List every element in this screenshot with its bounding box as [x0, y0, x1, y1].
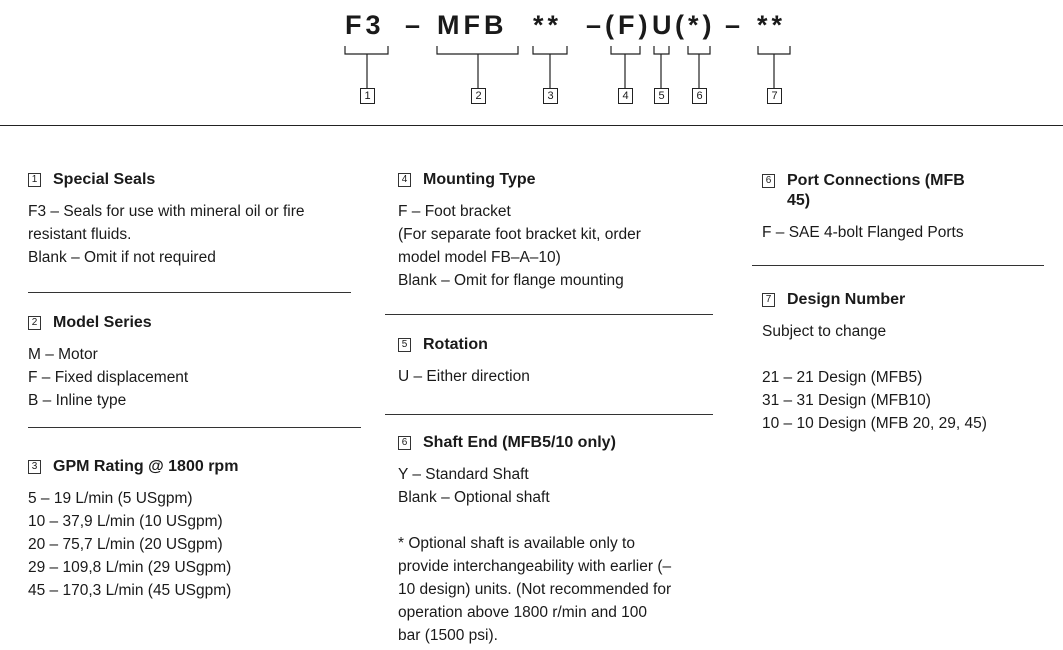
note-line: bar (1500 psi).: [398, 627, 498, 644]
code-token-dash-2: –: [725, 10, 745, 40]
design-line: 10 – 10 Design (MFB 20, 29, 45): [762, 415, 987, 432]
section-divider: [28, 427, 361, 428]
section-number: 6: [398, 436, 411, 450]
code-brackets: [0, 0, 1063, 130]
code-token-port: (*): [675, 10, 716, 40]
section-title: Special Seals: [53, 171, 156, 188]
section-number: 6: [762, 174, 775, 188]
section-title: Model Series: [53, 314, 152, 331]
section-mounting-type: [398, 170, 718, 292]
design-line: 21 – 21 Design (MFB5): [762, 369, 923, 386]
section-divider: [385, 314, 713, 315]
section-shaft-end: [398, 433, 728, 647]
code-token-dash: –: [405, 10, 425, 40]
section-title-line: Port Connections (MFB: [787, 172, 965, 189]
spacer: [762, 343, 1057, 366]
body-line: (For separate foot bracket kit, order: [398, 226, 641, 243]
code-token-mfb: MFB: [437, 10, 508, 40]
code-box-5: 5: [654, 88, 669, 104]
body-line: F – Foot bracket: [398, 203, 511, 220]
code-box-7: 7: [767, 88, 782, 104]
note-line: * Optional shaft is available only to: [398, 535, 635, 552]
body-line: 5 – 19 L/min (5 USgpm): [28, 490, 193, 507]
section-number: 4: [398, 173, 411, 187]
section-title: Mounting Type: [423, 171, 536, 188]
note-line: provide interchangeability with earlier (–: [398, 558, 672, 575]
code-box-4: 4: [618, 88, 633, 104]
body-line: Blank – Optional shaft: [398, 489, 550, 506]
section-title: GPM Rating @ 1800 rpm: [53, 458, 239, 475]
body-line: Subject to change: [762, 323, 887, 340]
section-number: 3: [28, 460, 41, 474]
code-box-1: 1: [360, 88, 375, 104]
body-line: 29 – 109,8 L/min (29 USgpm): [28, 559, 232, 576]
body-line: 20 – 75,7 L/min (20 USgpm): [28, 536, 223, 553]
code-token-mounting: –(F): [586, 10, 652, 40]
body-line: 45 – 170,3 L/min (45 USgpm): [28, 582, 232, 599]
section-rotation: [398, 335, 718, 388]
body-line: M – Motor: [28, 346, 98, 363]
code-token-f3: F3: [345, 10, 385, 40]
body-line: 10 – 37,9 L/min (10 USgpm): [28, 513, 223, 530]
code-box-6: 6: [692, 88, 707, 104]
section-number: 2: [28, 316, 41, 330]
section-number: 7: [762, 293, 775, 307]
body-line: Blank – Omit for flange mounting: [398, 272, 624, 289]
section-title-line: 45): [787, 192, 811, 209]
section-divider: [752, 265, 1044, 266]
section-special-seals: [28, 170, 373, 269]
body-line: Y – Standard Shaft: [398, 466, 529, 483]
body-line: F – SAE 4-bolt Flanged Ports: [762, 224, 964, 241]
section-divider: [28, 292, 351, 293]
section-title: [787, 171, 965, 211]
section-port-connections: [762, 171, 1052, 244]
header-rule: [0, 125, 1063, 126]
body-line: F3 – Seals for use with mineral oil or fire: [28, 203, 305, 220]
body-line: F – Fixed displacement: [28, 369, 189, 386]
code-box-3: 3: [543, 88, 558, 104]
code-token-rotation: U: [652, 10, 676, 40]
note-line: operation above 1800 r/min and 100: [398, 604, 648, 621]
section-design-number: [762, 290, 1057, 435]
body-line: U – Either direction: [398, 368, 530, 385]
note-line: 10 design) units. (Not recommended for: [398, 581, 672, 598]
section-divider: [385, 414, 713, 415]
code-token-gpm: **: [533, 10, 563, 40]
section-title: Rotation: [423, 336, 488, 353]
spacer: [398, 509, 728, 532]
body-line: Blank – Omit if not required: [28, 249, 216, 266]
body-line: model model FB–A–10): [398, 249, 561, 266]
section-title: Design Number: [787, 291, 906, 308]
body-line: B – Inline type: [28, 392, 127, 409]
section-number: 1: [28, 173, 41, 187]
body-line: resistant fluids.: [28, 226, 132, 243]
code-box-2: 2: [471, 88, 486, 104]
code-token-design: **: [757, 10, 787, 40]
section-model-series: [28, 313, 373, 412]
section-number: 5: [398, 338, 411, 352]
section-title: Shaft End (MFB5/10 only): [423, 434, 616, 451]
section-gpm-rating: [28, 457, 373, 602]
design-line: 31 – 31 Design (MFB10): [762, 392, 931, 409]
